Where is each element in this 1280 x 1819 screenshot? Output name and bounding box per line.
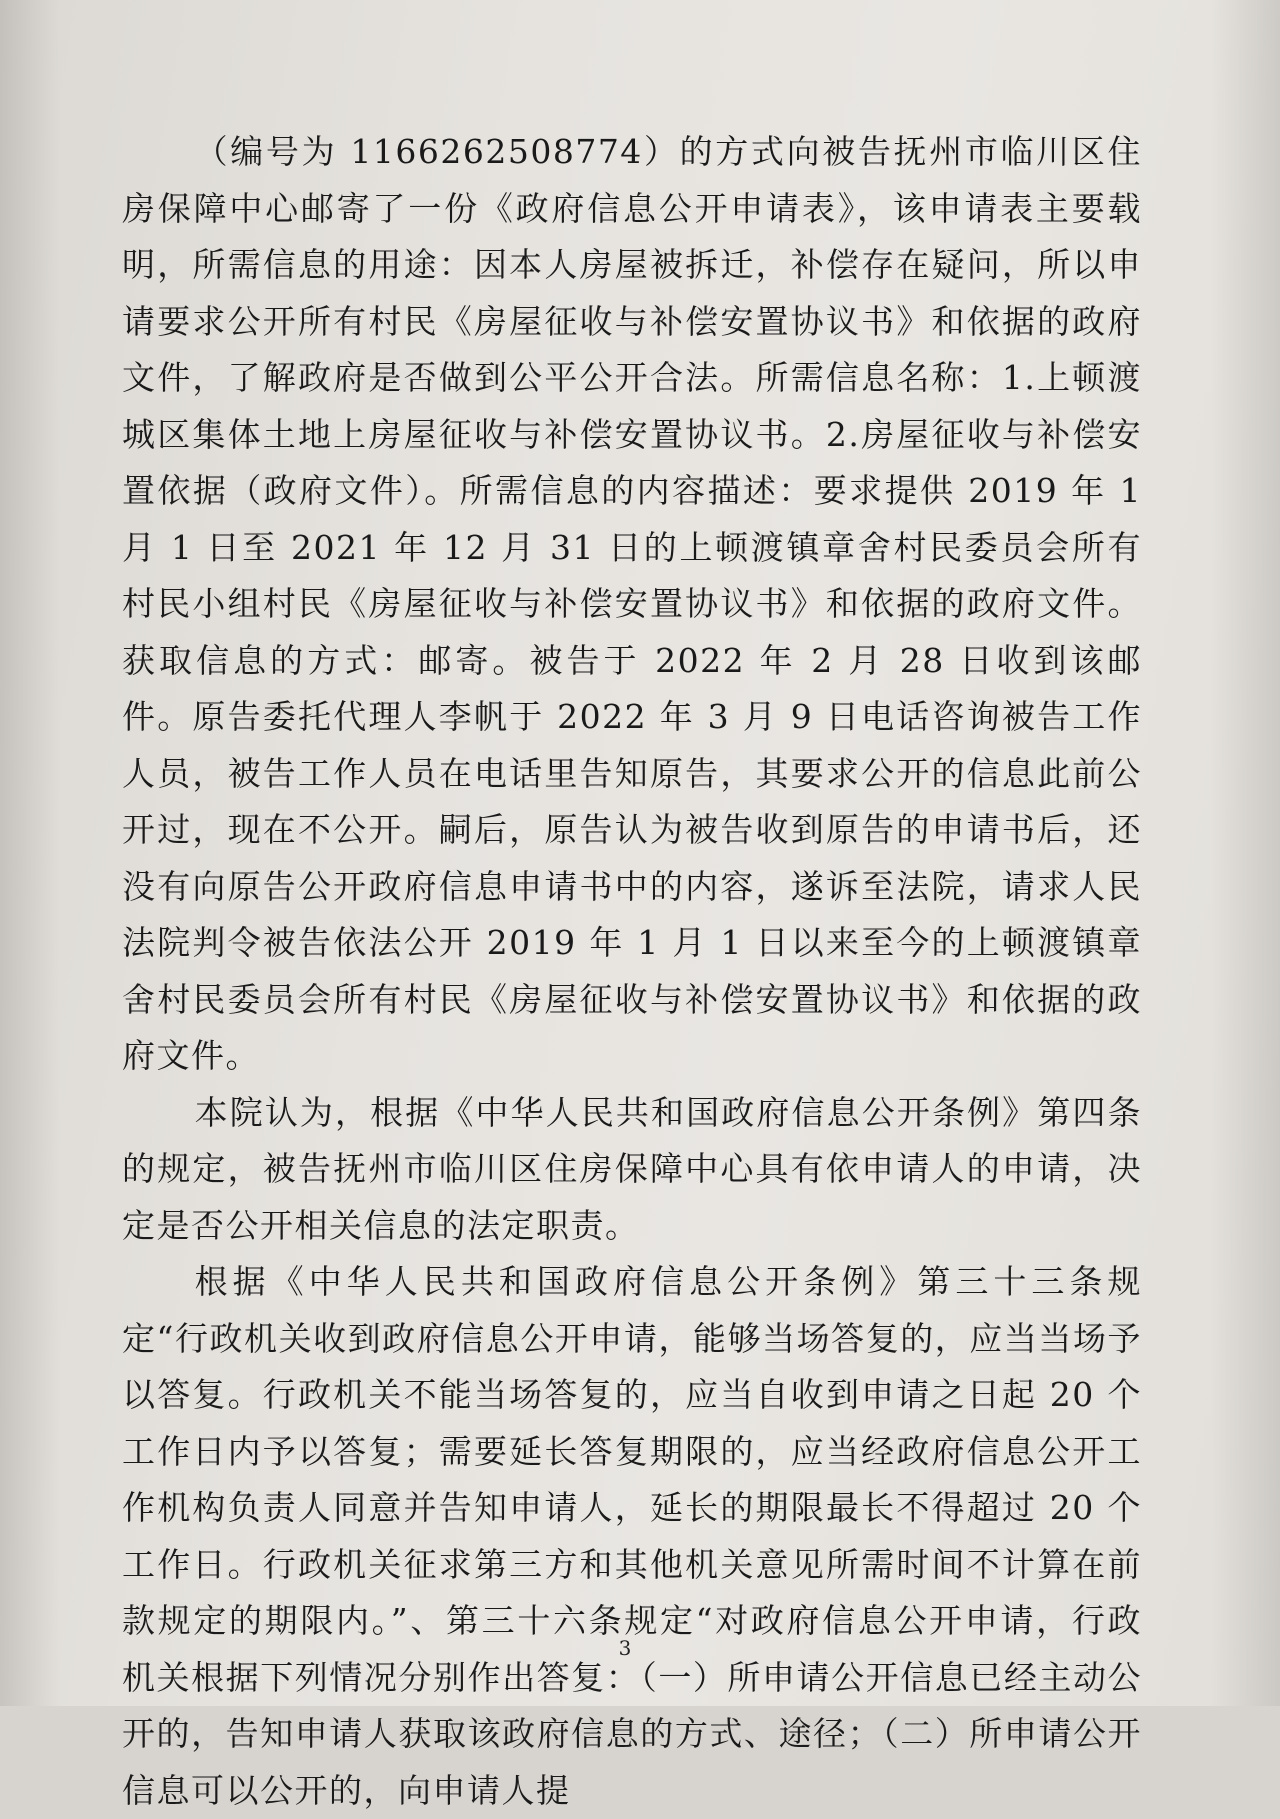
paragraph-facts: （编号为 1166262508774）的方式向被告抚州市临川区住房保障中心邮寄了一份《政府信息公开申请表》，该申请表主要载明，所需信息的用途：因本人房屋被拆迁，补偿存在疑问，所以申请要求公开所有村民《房屋征收与补偿安置协议书》和依据的政府文件，了解政府是否做到公平公开合法。所需信息名称：1.上顿渡城区集体土地上房屋征收与补偿安置协议书。2.房屋征收与补偿安置依据（政府文件）。所需信息的内容描述：要求提供 2019 年 1 月 1 日至 2021 年 12 月 31 日的上顿渡镇章舍村民委员会所有村民小组村民《房屋征收与补偿安置协议书》和依据的政府文件。获取信息的方式：邮寄。被告于 2022 年 2 月 28 日收到该邮件。原告委托代理人李帆于 2022 年 3 月 9 日电话咨询被告工作人员，被告工作人员在电话里告知原告，其要求公开的信息此前公开过，现在不公开。嗣后，原告认为被告收到原告的申请书后，还没有向原告公开政府信息申请书中的内容，遂诉至法院，请求人民法院判令被告依法公开 2019 年 1 月 1 日以来至今的上顿渡镇章舍村民委员会所有村民《房屋征收与补偿安置协议书》和依据的政府文件。 [122,132,1142,1075]
page-shadow-right [1210,0,1280,1706]
paragraph-court-opinion: 本院认为，根据《中华人民共和国政府信息公开条例》第四条的规定，被告抚州市临川区住房保障中心具有依申请人的申请，决定是否公开相关信息的法定职责。 [122,1092,1142,1245]
document-body [122,124,1142,1819]
page-number: 3 [618,1636,632,1660]
paragraph-legal-basis: 根据《中华人民共和国政府信息公开条例》第三十三条规定“行政机关收到政府信息公开申请，能够当场答复的，应当当场予以答复。行政机关不能当场答复的，应当自收到申请之日起 20 个工作日内予以答复；需要延长答复期限的，应当经政府信息公开工作机构负责人同意并告知申请人，延长的期限最长不得超过 20 个工作日。行政机关征求第三方和其他机关意见所需时间不计算在前款规定的期限内。”、第三十六条规定“对政府信息公开申请，行政机关根据下列情况分别作出答复：（一）所申请公开信息已经主动公开的，告知申请人获取该政府信息的方式、途径；（二）所申请公开信息可以公开的，向申请人提 [122,1262,1142,1810]
page-shadow-left [0,0,60,1706]
